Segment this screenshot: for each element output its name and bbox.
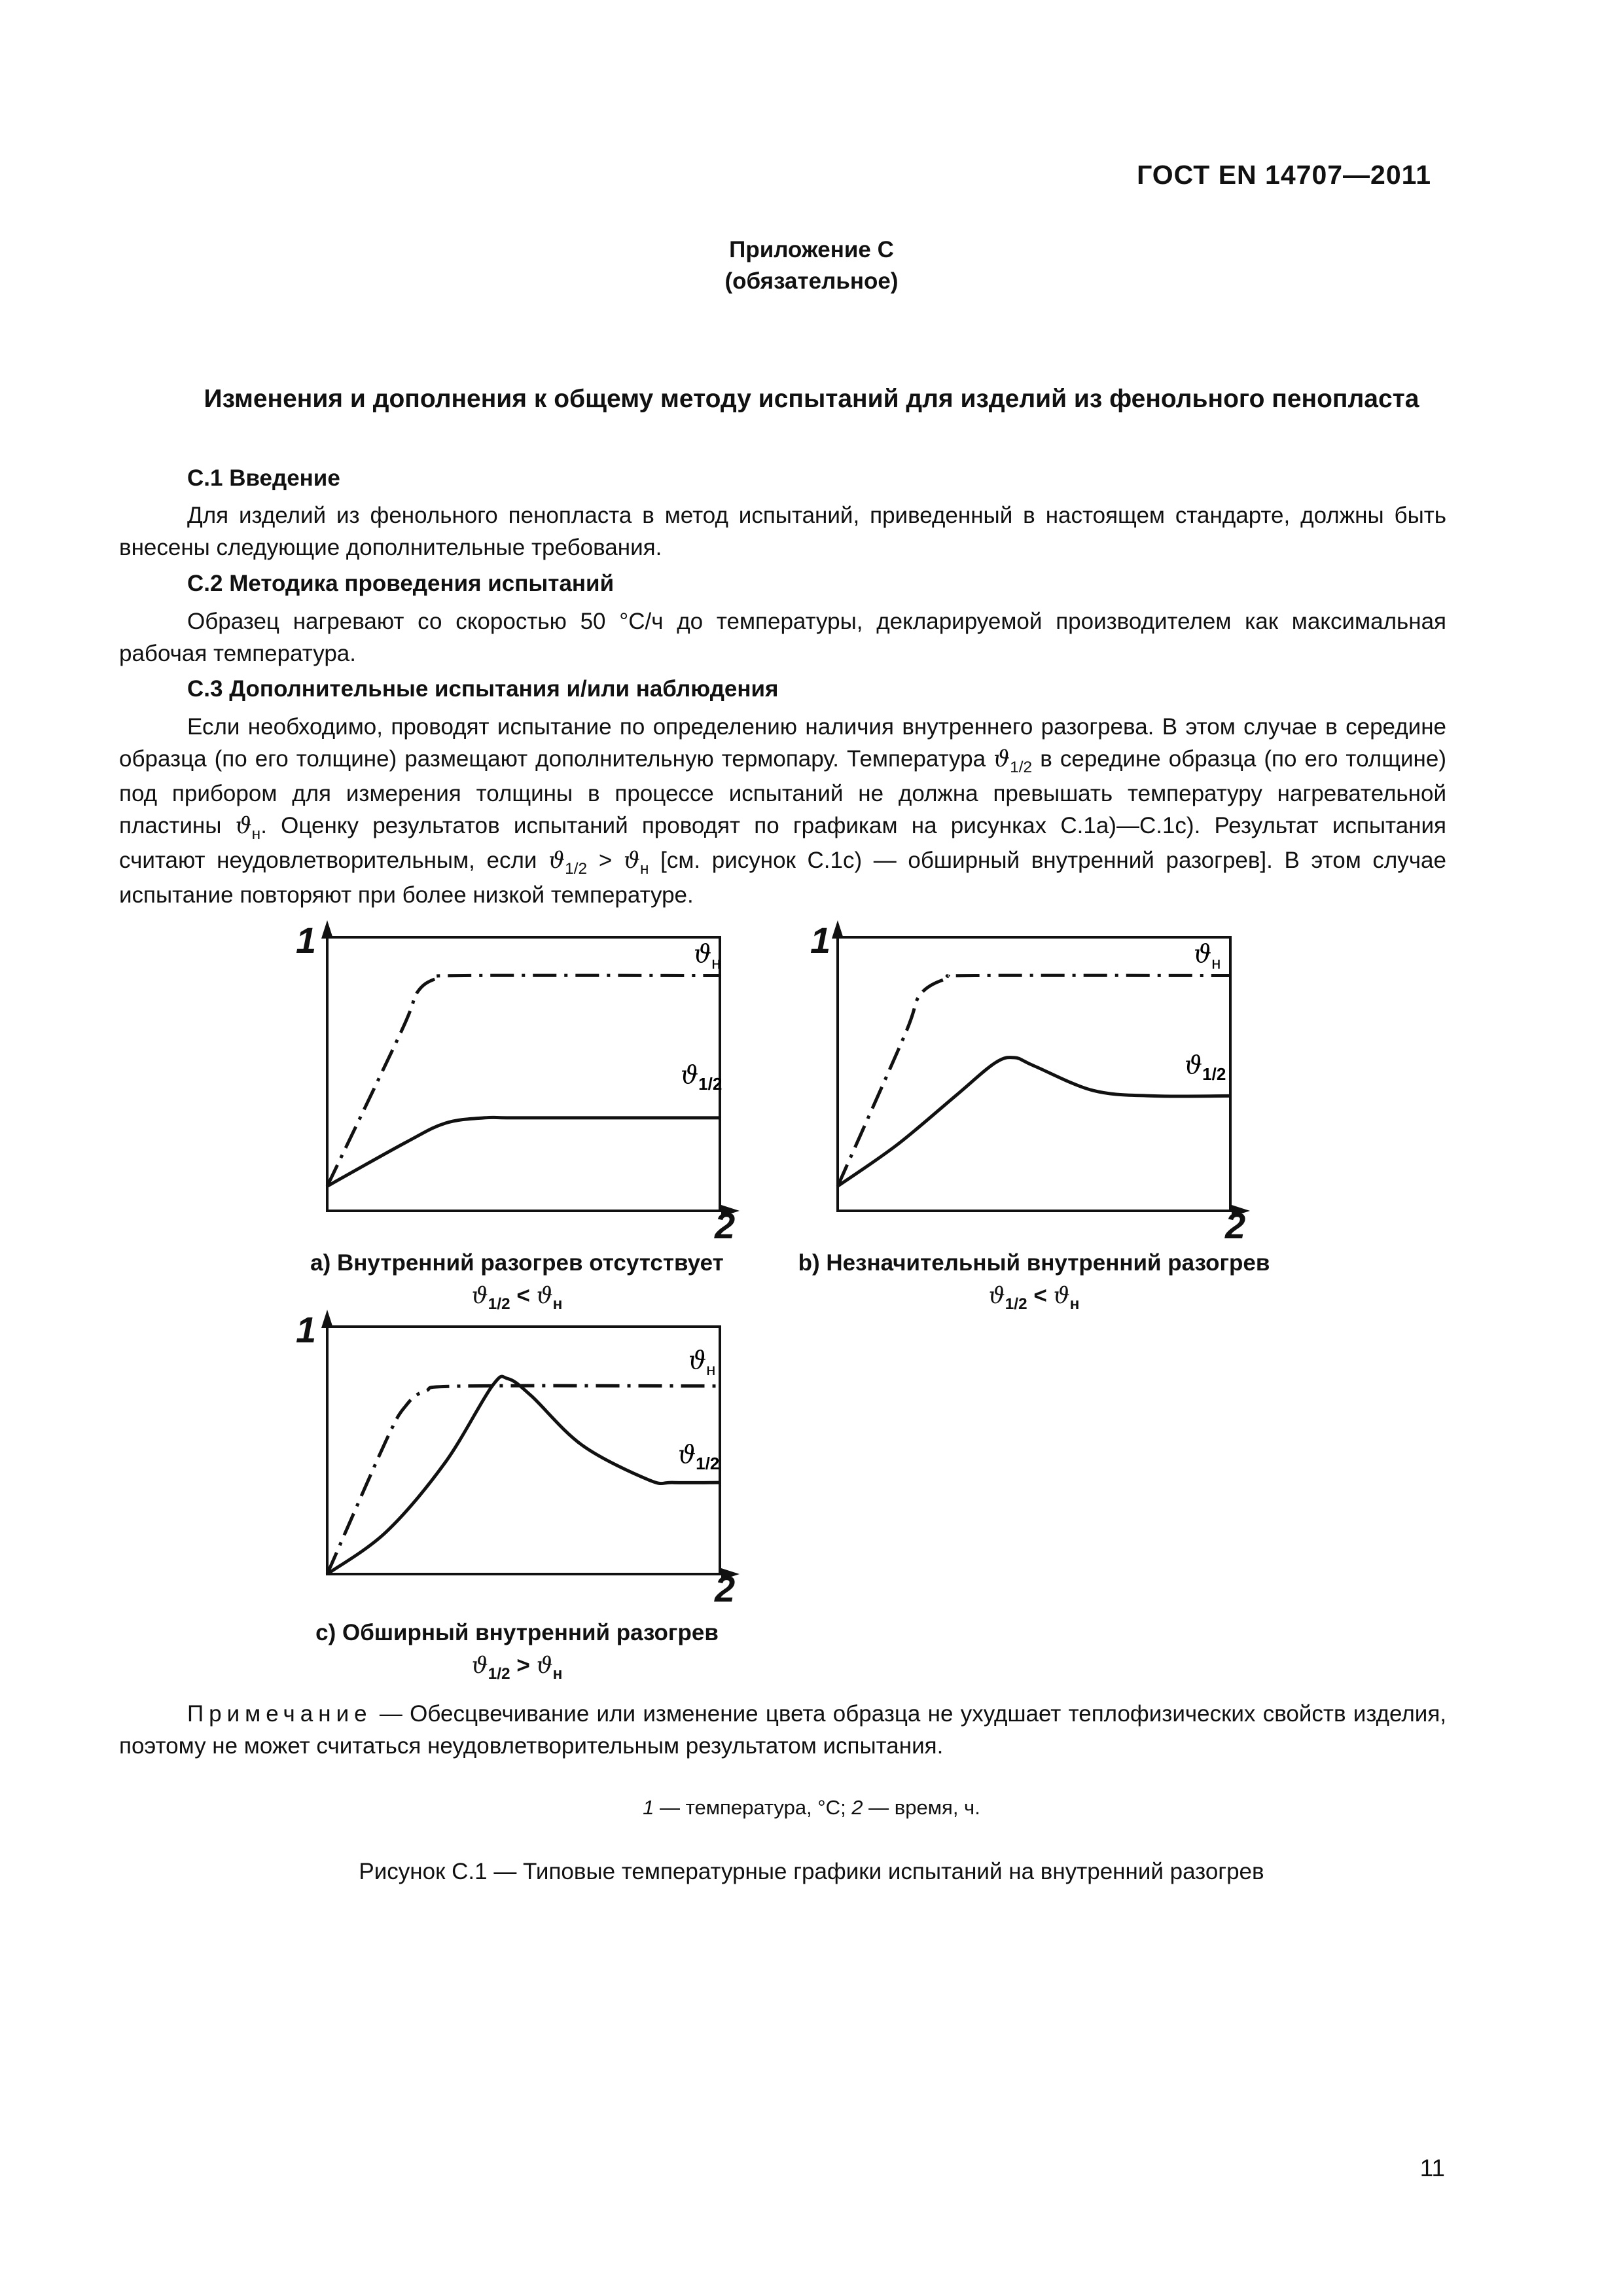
x-axis-label: 2: [715, 1205, 736, 1246]
curve-theta-half: [838, 1058, 1230, 1187]
y-axis-arrow: [321, 920, 333, 939]
curve-theta-n: [838, 975, 1230, 1186]
annex-title: Приложение С: [729, 237, 894, 262]
note: [119, 1698, 1446, 1762]
note-text: — Обесцвечивание или изменение цвета образца не ухудшает теплофизических свойств изделия, поэтому не может считаться неудовлетворительным результатом испытания.: [119, 1701, 1446, 1759]
x-axis-label: 2: [1225, 1205, 1246, 1246]
graph-c: [281, 1306, 753, 1640]
plot-frame: [327, 937, 720, 1211]
graph-a-caption: [281, 1247, 753, 1315]
y-axis-label: 1: [810, 920, 831, 961]
section-text-c1: [119, 499, 1446, 564]
paragraph: Для изделий из фенольного пенопласта в метод испытаний, приведенный в настоящем стандарте, должны быть внесены следующие дополнительные требования.: [119, 503, 1446, 560]
graph-b-caption: [785, 1247, 1283, 1315]
text-fragment: в середине образца (по его толщине) под прибором для измерения толщины в процессе испытаний не должна превышать температуру нагревательной пластины: [119, 746, 1446, 838]
curve-theta-n: [327, 1386, 720, 1574]
series-label-theta-half: $ϑ_{1/2}$: [1185, 1050, 1226, 1084]
text-fragment: . Оценку результатов испытаний проводят по графикам на рисунках С.1а)—С.1с). Результат испытания считают неудовлетворительным, если: [119, 813, 1446, 873]
theta-symbol: ϑ: [623, 848, 640, 874]
standard-designation: ГОСТ EN 14707—2011: [1137, 160, 1431, 190]
text-fragment: [см. рисунок С.1с) — обширный внутренний разогрев]. В этом случае испытание повторяют при более низкой температуре.: [119, 848, 1446, 908]
section-text-c2: [119, 605, 1446, 670]
theta-symbol: ϑ: [993, 746, 1010, 772]
graph-c-caption: [281, 1617, 753, 1685]
y-axis-arrow: [321, 1310, 333, 1328]
series-label-theta-half: $ϑ_{1/2}$: [681, 1060, 722, 1094]
y-axis-arrow: [832, 920, 844, 939]
document-title: Изменения и дополнения к общему методу испытаний для изделий из фенольного пенопласта: [204, 385, 1419, 413]
caption-text: с) Обширный внутренний разогрев: [315, 1620, 719, 1645]
section-heading-c1: С.1 Введение: [187, 465, 340, 491]
theta-symbol: ϑ: [235, 813, 252, 839]
plot-frame: [327, 1327, 720, 1574]
y-axis-label: 1: [296, 1309, 317, 1350]
caption-relation: $ϑ_{1/2} < ϑ_н$: [988, 1283, 1080, 1313]
paragraph: [119, 711, 1446, 911]
plot-frame: [838, 937, 1230, 1211]
curve-theta-half: [327, 1117, 720, 1186]
series-label-theta-half: $ϑ_{1/2}$: [678, 1440, 720, 1473]
subscript-n: н: [251, 825, 261, 843]
note-prefix: Примечание: [187, 1701, 372, 1727]
y-axis-label: 1: [296, 920, 317, 961]
series-label-theta-n: $ϑ_н$: [688, 1346, 716, 1379]
caption-relation: $ϑ_{1/2} > ϑ_н$: [471, 1653, 563, 1683]
caption-text: b) Незначительный внутренний разогрев: [798, 1250, 1270, 1276]
graph-c-svg: [281, 1306, 753, 1640]
subscript-n: н: [639, 859, 649, 878]
section-text-c3: [119, 711, 1446, 911]
caption-text: a) Внутренний разогрев отсутствует: [310, 1250, 724, 1276]
subscript-half: 1/2: [565, 859, 588, 878]
series-label-theta-n: $ϑ_н$: [694, 939, 721, 973]
page-number: 11: [1419, 2155, 1445, 2181]
theta-symbol: ϑ: [548, 848, 565, 874]
subscript-half: 1/2: [1010, 758, 1033, 776]
series-label-theta-n: $ϑ_н$: [1194, 939, 1221, 973]
greater-than-symbol: >: [598, 848, 613, 873]
section-heading-c3: С.3 Дополнительные испытания и/или наблюдения: [187, 676, 779, 702]
curve-theta-half: [327, 1376, 720, 1574]
figure-caption: Рисунок С.1 — Типовые температурные графики испытаний на внутренний разогрев: [359, 1859, 1264, 1884]
note-paragraph: [119, 1698, 1446, 1762]
x-axis-label: 2: [715, 1568, 736, 1609]
text-fragment: Если необходимо, проводят испытание по определению наличия внутреннего разогрева. В этом случае в середине образца (по его толщине) размещают дополнительную термопару. Температура: [119, 714, 1446, 772]
section-heading-c2: С.2 Методика проведения испытаний: [187, 571, 615, 596]
figure-legend: 1 — температура, °С; 2 — время, ч.: [643, 1796, 980, 1819]
annex-status: (обязательное): [724, 268, 899, 294]
paragraph: Образец нагревают со скоростью 50 °С/ч до температуры, декларируемой производителем как максимальная рабочая температура.: [119, 609, 1446, 666]
caption-relation: $ϑ_{1/2} < ϑ_н$: [471, 1283, 563, 1313]
